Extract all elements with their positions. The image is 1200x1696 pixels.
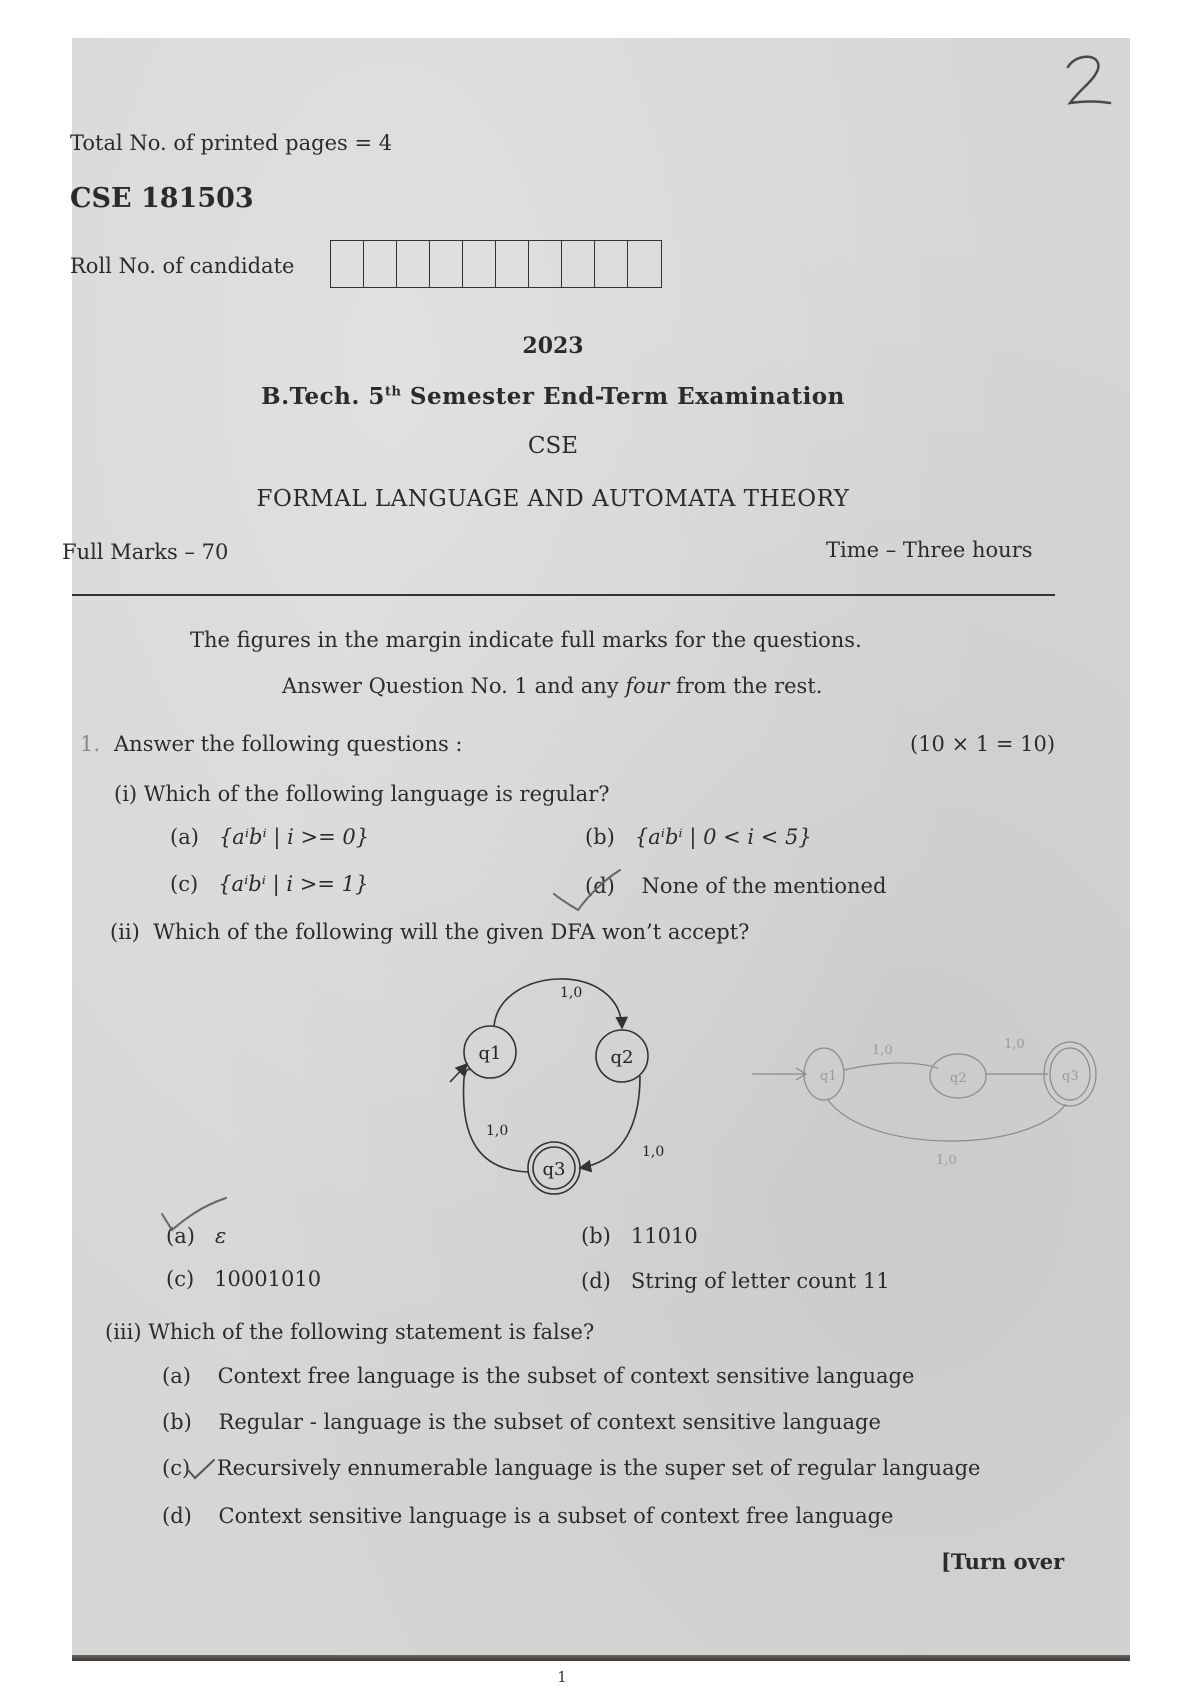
sketch-label: 1,0 — [1004, 1037, 1025, 1052]
roll-no-boxes[interactable] — [330, 240, 662, 288]
dfa-label-q2: q2 — [610, 1047, 634, 1068]
dfa-edge-q3-q1 — [464, 1069, 528, 1172]
dfa-edge-q1-q2 — [494, 979, 622, 1028]
exam-time: Time – Three hours — [826, 538, 1033, 562]
printed-pages-note: Total No. of printed pages = 4 — [70, 131, 393, 155]
full-marks: Full Marks – 70 — [62, 540, 229, 564]
department: CSE — [527, 433, 579, 459]
roll-no-cell[interactable] — [397, 241, 430, 287]
option-i-c: (c) {aⁱbⁱ | i >= 1} — [170, 872, 369, 896]
roll-no-cell[interactable] — [430, 241, 463, 287]
option-i-b: (b) {aⁱbⁱ | 0 < i < 5} — [585, 825, 812, 849]
sketch-label: q1 — [820, 1069, 837, 1084]
roll-no-cell[interactable] — [562, 241, 595, 287]
pencil-sketch — [748, 1004, 1118, 1174]
header-divider — [72, 594, 1055, 596]
option-ii-d: (d) String of letter count 11 — [581, 1269, 890, 1293]
exam-year: 2023 — [522, 333, 584, 359]
checkmark-icon — [186, 1458, 216, 1482]
roll-no-cell[interactable] — [364, 241, 397, 287]
sketch-label: 1,0 — [936, 1153, 957, 1168]
roll-no-cell[interactable] — [628, 241, 661, 287]
option-iii-d: (d) Context sensitive language is a subset of context free language — [162, 1504, 894, 1528]
sub-question-ii: (ii) Which of the following will the given DFA won’t accept? — [110, 920, 750, 944]
option-i-d: (d) None of the mentioned — [585, 874, 887, 898]
question-1-marks: (10 × 1 = 10) — [910, 732, 1056, 756]
paper-bottom-edge — [72, 1655, 1130, 1661]
dfa-edge-label: 1,0 — [642, 1144, 665, 1160]
option-ii-c: (c) 10001010 — [166, 1267, 322, 1291]
roll-no-cell[interactable] — [463, 241, 496, 287]
instruction-marks: The figures in the margin indicate full marks for the questions. — [190, 628, 862, 652]
handwritten-page-number — [1050, 45, 1120, 115]
sketch-label: q3 — [1062, 1069, 1079, 1084]
dfa-edge-q2-q3 — [580, 1076, 640, 1168]
dfa-label-q1: q1 — [478, 1043, 502, 1064]
subject-title: FORMAL LANGUAGE AND AUTOMATA THEORY — [256, 486, 850, 512]
option-ii-b: (b) 11010 — [581, 1224, 698, 1248]
course-code: CSE 181503 — [70, 183, 254, 214]
sketch-edge — [828, 1100, 1066, 1141]
roll-no-cell[interactable] — [595, 241, 628, 287]
sub-question-i: (i) Which of the following language is regular? — [114, 782, 610, 806]
checkmark-icon — [550, 866, 630, 914]
option-iii-a: (a) Context free language is the subset of context sensitive language — [162, 1364, 915, 1388]
exam-title: B.Tech. 5th Semester End-Term Examination — [261, 383, 845, 410]
roll-no-cell[interactable] — [529, 241, 562, 287]
dfa-edge-label: 1,0 — [560, 985, 583, 1001]
sketch-label: 1,0 — [872, 1043, 893, 1058]
question-1-title: Answer the following questions : — [114, 732, 463, 756]
roll-no-cell[interactable] — [496, 241, 529, 287]
option-i-a: (a) {aⁱbⁱ | i >= 0} — [170, 825, 370, 849]
option-iii-b: (b) Regular - language is the subset of context sensitive language — [162, 1410, 881, 1434]
sketch-label: q2 — [950, 1071, 967, 1086]
page-number: 1 — [557, 1668, 567, 1686]
dfa-edge-label: 1,0 — [486, 1123, 509, 1139]
roll-no-label: Roll No. of candidate — [70, 254, 295, 278]
option-iii-c: (c) Recursively ennumerable language is the super set of regular language — [162, 1456, 981, 1480]
option-ii-a: (a) ε — [166, 1224, 227, 1248]
checkmark-icon — [160, 1196, 230, 1236]
sketch-edge — [844, 1063, 938, 1070]
roll-no-cell[interactable] — [331, 241, 364, 287]
dfa-label-q3: q3 — [542, 1159, 566, 1180]
turn-over-note: [Turn over — [941, 1549, 1065, 1574]
instruction-answer: Answer Question No. 1 and any four from the rest. — [282, 674, 823, 698]
dfa-diagram — [430, 960, 690, 1200]
question-number: 1. — [80, 732, 101, 756]
sub-question-iii: (iii) Which of the following statement is false? — [105, 1320, 595, 1344]
